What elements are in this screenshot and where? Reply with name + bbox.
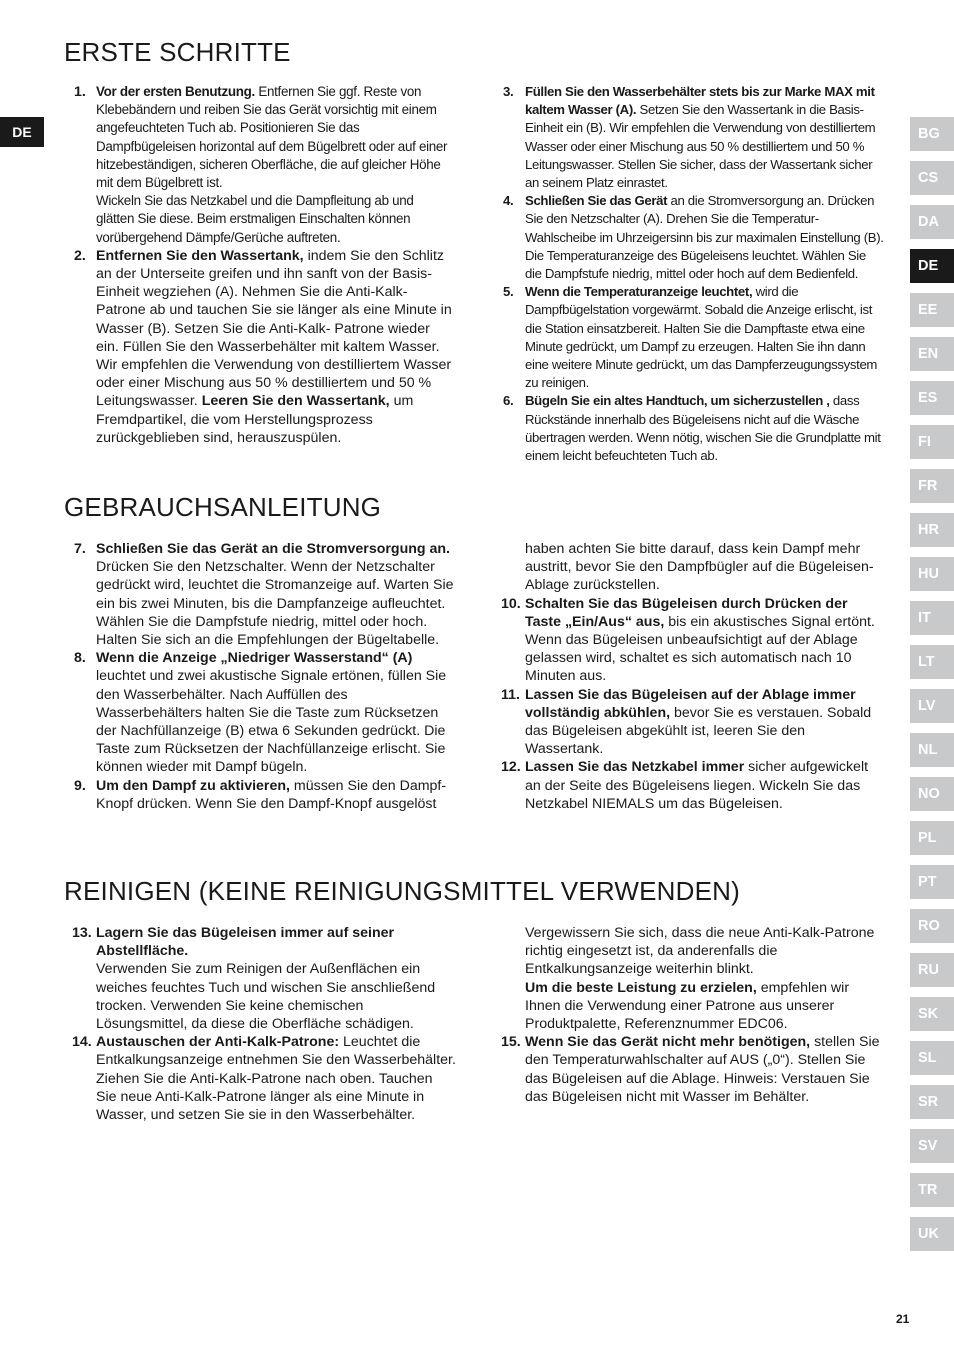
gebrauch-right-column [493,540,885,813]
list-item: 3. Füllen Sie den Wasserbehälter stets bis zur Marke MAX mit kaltem Wasser (A). Setzen Sie den Wassertank in die Basis-Einheit ein (B). Wir empfehlen die Verwendung von destilliertem Wasser oder einer Mischung aus 50 % destilliertem und 50 % Leitungswasser. Stellen Sie sicher, dass der Wassertank sicher an seinem Platz einrastet. [503,84,876,191]
list-item-continuation: Vergewissern Sie sich, dass die neue Anti-Kalk-Patrone richtig eingesetzt ist, da anderenfalls die Entkalkungsanzeige weiterhin blinkt. Um die beste Leistung zu erzielen, empfehlen wir Ihnen die Verwendung einer Patrone aus unserer Produktpalette, Referenznummer EDC06. [525,925,875,1033]
list-item: 6. Bügeln Sie ein altes Handtuch, um sicherzustellen , dass Rückstände innerhalb des Bügeleisens nicht auf die Wäsche übertragen werden. Wenn nötig, wischen Sie die Grundplatte mit einem leicht befeuchteten Tuch ab. [503,393,881,464]
language-tab-da[interactable]: DA [910,205,954,239]
erste-right-column [493,83,885,465]
language-tab-cs[interactable]: CS [910,161,954,195]
language-tab-pl[interactable]: PL [910,821,954,855]
list-item: 2. Entfernen Sie den Wassertank, indem Sie den Schlitz an der Unterseite greifen und ihn sanft von der Basis-Einheit wegziehen (A). Nehmen Sie die Anti-Kalk-Patrone ab und tauchen Sie sie länger als eine Minute in Wasser (B). Setzen Sie die Anti-Kalk- Patrone wieder ein. Füllen Sie den Wasserbehälter mit kaltem Wasser. Wir empfehlen die Verwendung von destilliertem Wasser oder einer Mischung aus 50 % destilliertem und 50 % Leitungswasser. Leeren Sie den Wassertank, um Fremdpartikel, die vom Herstellungsprozess zurückgeblieben sind, herauszuspülen. [74,247,452,446]
list-item: 5. Wenn die Temperaturanzeige leuchtet, wird die Dampfbügelstation vorgewärmt. Sobald die Anzeige erlischt, ist die Station einsatzbereit. Halten Sie die Dampftaste etwa eine Minute gedrückt, um Dampf zu erzeugen. Halten Sie ihn dann eine weitere Minute gedrückt, um das Dampferzeugungssystem zu reinigen. [503,284,878,391]
language-tab-de: DE [0,117,44,147]
list-item: 1. Vor der ersten Benutzung. Entfernen Sie ggf. Reste von Klebebändern und reiben Sie das Gerät vorsichtig mit einem angefeuchteten Tuch ab. Positionieren Sie das Dampfbügeleisen horizontal auf dem Bügelbrett oder auf einer hitzebeständigen, sicheren Oberfläche, die auf gleicher Höhe mit dem Bügelbrett ist. Wickeln Sie das Netzkabel und die Dampfleitung ab und glätten Sie diese. Beim erstmaligen Einschalten können vorübergehend Dämpfe/Gerüche auftreten. [74,84,448,245]
list-item: 11. Lassen Sie das Bügeleisen auf der Ablage immer vollständig abkühlen, bevor Sie es verstauen. Sobald das Bügeleisen abgekühlt ist, leeren Sie den Wassertank. [501,686,872,758]
language-tab-en[interactable]: EN [910,337,954,371]
section-title-reinigen: REINIGEN (KEINE REINIGUNGSMITTEL VERWENDEN) [64,876,741,906]
language-tab-sv[interactable]: SV [910,1129,954,1163]
language-tab-sr[interactable]: SR [910,1085,954,1119]
language-tab-nl[interactable]: NL [910,733,954,767]
list-item: 9. Um den Dampf zu aktivieren, müssen Sie den Dampf-Knopf drücken. Wenn Sie den Dampf-Knopf ausgelöst [74,777,447,812]
reinigen-right-column [493,924,885,1106]
list-item: 4. Schließen Sie das Gerät an die Stromversorgung an. Drücken Sie den Netzschalter (A). Drehen Sie die Temperatur-Wahlscheibe im Uhrzeigersinn bis zur maximalen Einstellung (B). Die Temperaturanzeige des Bügeleisens leuchtet. Wählen Sie die Dampfstufe niedrig, mittel oder hoch auf dem Bedienfeld. [503,193,884,282]
language-tab-list [910,117,954,1261]
language-tab-bg[interactable]: BG [910,117,954,151]
list-item-continuation: haben achten Sie bitte darauf, dass kein Dampf mehr austritt, bevor Sie den Dampfbügler auf die Bügeleisen-Ablage zurückstellen. [525,541,874,594]
language-tab-ee[interactable]: EE [910,293,954,327]
language-tab-ro[interactable]: RO [910,909,954,943]
list-item: 14. Austauschen der Anti-Kalk-Patrone: Leuchtet die Entkalkungsanzeige entnehmen Sie den Wasserbehälter. Ziehen Sie die Anti-Kalk-Patrone nach oben. Tauchen Sie neue Anti-Kalk-Patrone länger als eine Minute in Wasser, und setzen Sie sie in den Wasserbehälter. [72,1034,456,1124]
page-number: 21 [896,1312,910,1326]
list-item: 13. Lagern Sie das Bügeleisen immer auf seiner Abstellfläche. Verwenden Sie zum Reinigen der Außenflächen ein weiches feuchtes Tuch und wischen Sie anschließend trocken. Verwenden Sie keine chemischen Lösungsmittel, da diese die Oberfläche schädigen. [72,925,436,1033]
language-tab-sk[interactable]: SK [910,997,954,1031]
language-tab-it[interactable]: IT [910,601,954,635]
list-item: 15. Wenn Sie das Gerät nicht mehr benötigen, stellen Sie den Temperaturwahlschalter auf AUS („0“). Stellen Sie das Bügeleisen auf die Ablage. Hinweis: Verstauen Sie das Bügeleisen nicht mit Wasser im Behälter. [501,1034,880,1105]
language-tab-es[interactable]: ES [910,381,954,415]
list-item: 7. Schließen Sie das Gerät an die Stromversorgung an. Drücken Sie den Netzschalter. Wenn der Netzschalter gedrückt wird, leuchtet die Stromanzeige auf. Warten Sie ein bis zwei Minuten, bis die Dampfanzeige aufleuchtet. Wählen Sie die Dampfstufe niedrig, mittel oder hoch. Halten Sie sich an die Empfehlungen der Bügeltabelle. [74,541,454,649]
language-tab-de[interactable]: DE [910,249,954,283]
language-tab-tr[interactable]: TR [910,1173,954,1207]
list-item: 8. Wenn die Anzeige „Niedriger Wasserstand“ (A) leuchtet und zwei akustische Signale ertönen, füllen Sie den Wasserbehälter. Nach Auffüllen des Wasserbehälters halten Sie die Taste zum Rücksetzen der Nachfüllanzeige (B) etwa 6 Sekunden gedrückt. Die Taste zum Rücksetzen der Nachfüllanzeige erlischt. Sie können wieder mit Dampf bügeln. [74,650,447,776]
language-tab-pt[interactable]: PT [910,865,954,899]
language-tab-no[interactable]: NO [910,777,954,811]
gebrauch-left-column [64,540,456,813]
language-tab-hu[interactable]: HU [910,557,954,591]
language-tab-ru[interactable]: RU [910,953,954,987]
list-item: 10. Schalten Sie das Bügeleisen durch Drücken der Taste „Ein/Aus“ aus, bis ein akustisches Signal ertönt. Wenn das Bügeleisen unbeaufsichtigt auf der Ablage gelassen wird, schaltet es sich automatisch nach 10 Minuten aus. [501,595,875,685]
reinigen-left-column [64,924,456,1124]
list-item: 12. Lassen Sie das Netzkabel immer sicher aufgewickelt an der Seite des Bügeleisens liegen. Wickeln Sie das Netzkabel NIEMALS um das Bügeleisen. [501,759,869,812]
erste-left-column [64,83,454,447]
language-tab-fr[interactable]: FR [910,469,954,503]
language-tab-hr[interactable]: HR [910,513,954,547]
section-title-erste-schritte: ERSTE SCHRITTE [64,37,291,67]
language-tab-lt[interactable]: LT [910,645,954,679]
language-tab-uk[interactable]: UK [910,1217,954,1251]
section-title-gebrauchsanleitung: GEBRAUCHSANLEITUNG [64,492,382,522]
language-tab-sl[interactable]: SL [910,1041,954,1075]
language-tab-lv[interactable]: LV [910,689,954,723]
language-tab-fi[interactable]: FI [910,425,954,459]
